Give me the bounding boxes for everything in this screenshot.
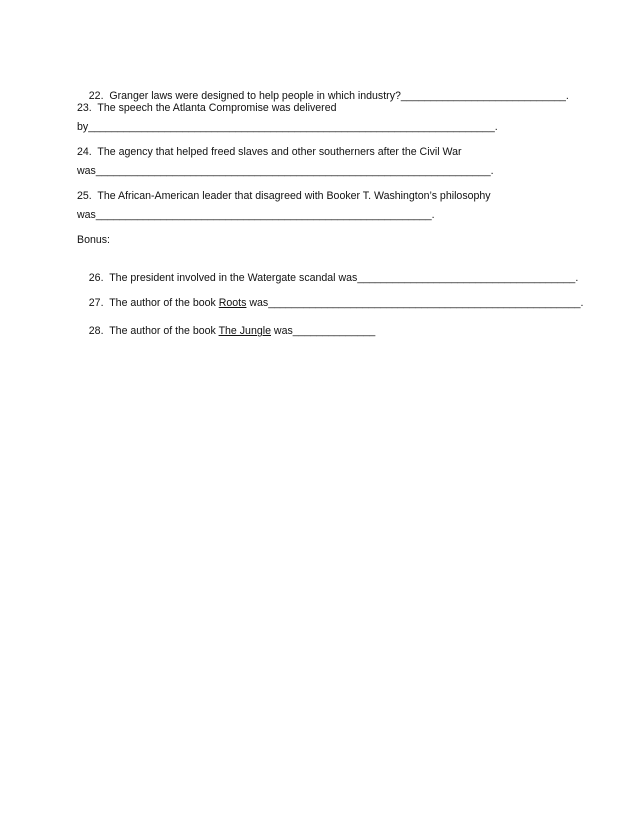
question-27-suffix: was [246,297,269,309]
question-27-prefix: 27. The author of the book [88,297,219,309]
question-22-text: 22. Granger laws were designed to help people in which industry? [88,90,401,102]
question-26-text: 26. The president involved in the Watergate scandal was [88,272,358,284]
question-25-line-1: 25. The African-American leader that disagreed with Booker T. Washington’s philosophy [77,190,491,202]
question-28-blank: ______________ [292,325,376,337]
question-25-line-2: was_________________________________________________________. [77,209,435,221]
question-26-blank: _____________________________________. [357,272,579,284]
question-23-line-2: by_____________________________________________________________________. [77,121,498,133]
question-24-line-2: was___________________________________________________________________. [77,165,494,177]
question-27-book-title: Roots [218,297,247,309]
question-24-line-1: 24. The agency that helped freed slaves and other southerners after the Civil War [77,146,462,158]
question-28-prefix: 28. The author of the book [88,325,219,337]
question-28-suffix: was [270,325,293,337]
question-22-blank: ____________________________. [400,90,569,102]
question-27-blank: _____________________________________________________. [268,297,584,309]
question-28-book-title: The Jungle [218,325,271,337]
question-28 [77,312,375,351]
question-23-line-1: 23. The speech the Atlanta Compromise was delivered [77,102,337,114]
bonus-label: Bonus: [77,234,110,246]
